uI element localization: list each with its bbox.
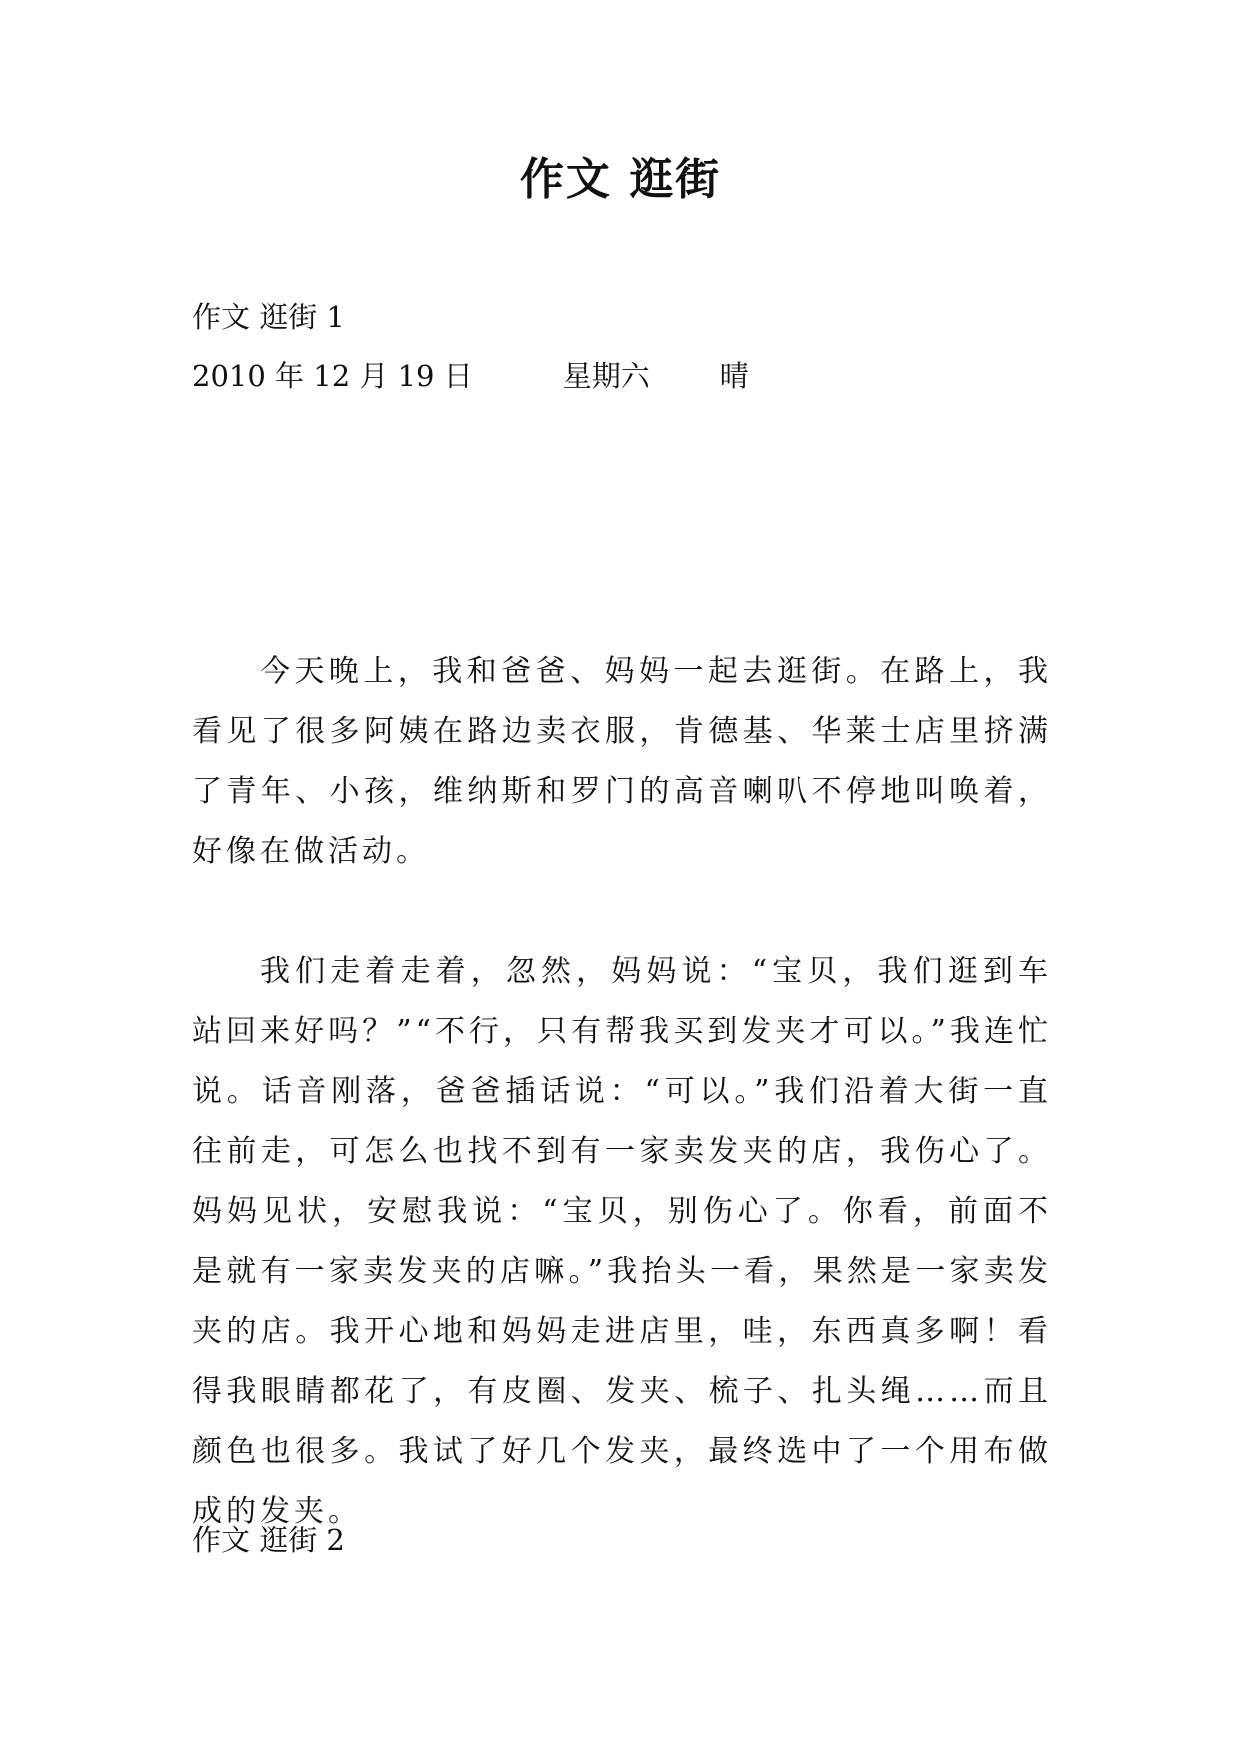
date-text: 2010 年 12 月 19 日 — [192, 359, 473, 393]
document-title: 作文 逛街 — [519, 154, 722, 205]
paragraph-1: 今天晚上，我和爸爸、妈妈一起去逛街。在路上，我看见了很多阿姨在路边卖衣服，肯德基、华莱士店里挤满了青年、小孩，维纳斯和罗门的高音喇叭不停地叫唤着，好像在做活动。 — [192, 654, 1052, 869]
date-line — [192, 356, 749, 396]
section-heading-2: 作文 逛街 2 — [192, 1523, 345, 1557]
weather-text: 晴 — [719, 359, 749, 393]
weekday-text: 星期六 — [562, 359, 650, 393]
section-heading-1: 作文 逛街 1 — [192, 300, 345, 334]
paragraph-2: 我们走着走着，忽然，妈妈说：“宝贝，我们逛到车站回来好吗？”“不行，只有帮我买到发夹才可以。”我连忙说。话音刚落，爸爸插话说：“可以。”我们沿着大街一直往前走，可怎么也找不到有一家卖发夹的店，我伤心了。妈妈见状，安慰我说：“宝贝，别伤心了。你看，前面不是就有一家卖发夹的店嘛。”我抬头一看，果然是一家卖发夹的店。我开心地和妈妈走进店里，哇，东西真多啊！看得我眼睛都花了，有皮圈、发夹、梳子、扎头绳……而且颜色也很多。我试了好几个发夹，最终选中了一个用布做成的发夹。 — [192, 954, 1052, 1529]
